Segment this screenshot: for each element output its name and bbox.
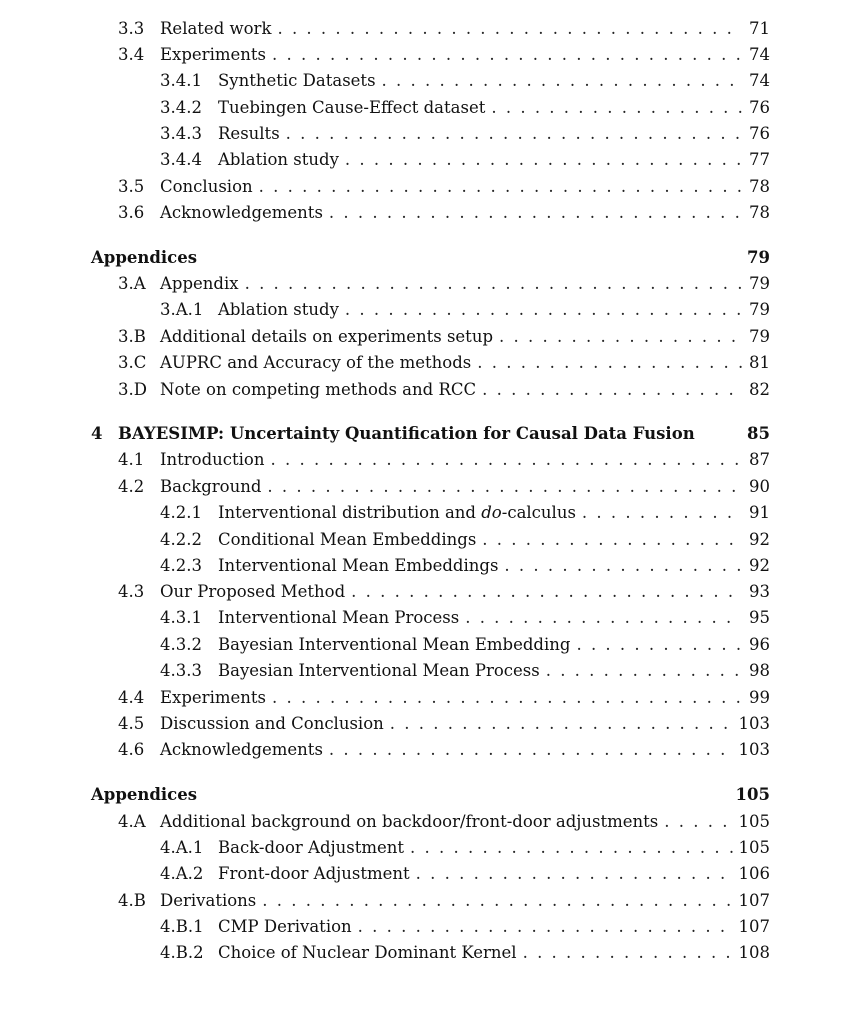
- toc-entry[interactable]: [118, 891, 770, 910]
- entry-title: Introduction: [160, 450, 265, 469]
- toc-entry[interactable]: [160, 943, 770, 962]
- entry-page: 79: [747, 248, 770, 267]
- entry-title: Note on competing methods and RCC: [160, 380, 477, 399]
- entry-number: 3.A: [118, 274, 146, 293]
- toc-entry[interactable]: [118, 740, 770, 759]
- entry-page: 79: [749, 300, 770, 319]
- entry-page: 105: [738, 838, 770, 857]
- dot-leader: [491, 98, 742, 117]
- toc-entry[interactable]: [118, 714, 770, 733]
- entry-page: 96: [749, 635, 770, 654]
- entry-page: 77: [749, 150, 770, 169]
- toc-entry[interactable]: [160, 661, 770, 680]
- dot-leader: [504, 556, 742, 575]
- dot-leader: [245, 274, 742, 293]
- entry-title: Appendices: [91, 248, 198, 267]
- toc-entry[interactable]: [118, 177, 770, 196]
- entry-page: 78: [749, 177, 770, 196]
- entry-number: 4.3: [118, 582, 145, 601]
- entry-title: Bayesian Interventional Mean Embedding: [218, 635, 571, 654]
- dot-leader: [482, 530, 742, 549]
- entry-page: 108: [738, 943, 770, 962]
- entry-page: 85: [747, 424, 770, 443]
- entry-page: 93: [749, 582, 770, 601]
- toc-entry[interactable]: [160, 530, 770, 549]
- entry-page: 74: [749, 71, 770, 90]
- entry-number: 3.6: [118, 203, 145, 222]
- dot-leader: [267, 477, 742, 496]
- dot-leader: [259, 177, 742, 196]
- toc-entry[interactable]: [118, 812, 770, 831]
- toc-entry[interactable]: [118, 203, 770, 222]
- entry-title: Experiments: [160, 688, 266, 707]
- entry-title: Choice of Nuclear Dominant Kernel: [218, 943, 517, 962]
- dot-leader: [345, 300, 742, 319]
- dot-leader: [271, 450, 743, 469]
- entry-title: Appendices: [91, 785, 198, 804]
- entry-page: 71: [749, 19, 770, 38]
- toc-entry[interactable]: [118, 450, 770, 469]
- dot-leader: [358, 917, 733, 936]
- entry-number: 3.4.1: [160, 71, 202, 90]
- dot-leader: [477, 353, 742, 372]
- toc-entry[interactable]: [160, 150, 770, 169]
- entry-number: 3.C: [118, 353, 147, 372]
- entry-number: 4.A: [118, 812, 146, 831]
- toc-entry[interactable]: [118, 45, 770, 64]
- entry-title: Back-door Adjustment: [218, 838, 405, 857]
- entry-number: 3.D: [118, 380, 147, 399]
- entry-title: Derivations: [160, 891, 257, 910]
- dot-leader: [345, 150, 742, 169]
- dot-leader: [329, 740, 733, 759]
- entry-page: 105: [735, 785, 770, 804]
- entry-title: Experiments: [160, 45, 266, 64]
- entry-title: Discussion and Conclusion: [160, 714, 384, 733]
- dot-leader: [523, 943, 733, 962]
- entry-page: 92: [749, 556, 770, 575]
- entry-page: 79: [749, 327, 770, 346]
- entry-page: 82: [749, 380, 770, 399]
- entry-page: 76: [749, 98, 770, 117]
- toc-entry[interactable]: [160, 917, 770, 936]
- entry-title: Background: [160, 477, 262, 496]
- entry-title: Results: [218, 124, 280, 143]
- entry-title: Conditional Mean Embeddings: [218, 530, 477, 549]
- dot-leader: [277, 19, 742, 38]
- entry-title: Our Proposed Method: [160, 582, 346, 601]
- toc-appendices-heading[interactable]: [91, 785, 770, 804]
- toc-chapter-heading[interactable]: [91, 424, 770, 443]
- entry-title: Additional details on experiments setup: [160, 327, 494, 346]
- toc-entry[interactable]: [118, 477, 770, 496]
- entry-number: 3.4.2: [160, 98, 202, 117]
- dot-leader: [582, 503, 742, 522]
- entry-title: Front-door Adjustment: [218, 864, 410, 883]
- entry-number: 4.1: [118, 450, 145, 469]
- entry-number: 3.3: [118, 19, 145, 38]
- entry-title: Synthetic Datasets: [218, 71, 376, 90]
- entry-number: 4.2.1: [160, 503, 202, 522]
- entry-number: 3.B: [118, 327, 146, 346]
- entry-page: 99: [749, 688, 770, 707]
- entry-title: Bayesian Interventional Mean Process: [218, 661, 540, 680]
- dot-leader: [482, 380, 742, 399]
- toc-entry[interactable]: [118, 582, 770, 601]
- toc-entry[interactable]: [118, 274, 770, 293]
- toc-entry[interactable]: [160, 556, 770, 575]
- dot-leader: [382, 71, 742, 90]
- entry-number: 4.B: [118, 891, 146, 910]
- entry-title: Tuebingen Cause-Effect dataset: [218, 98, 486, 117]
- dot-leader: [329, 203, 742, 222]
- dot-leader: [546, 661, 742, 680]
- entry-title: Ablation study: [218, 300, 339, 319]
- entry-title: Additional background on backdoor/front-door adjustments: [160, 812, 659, 831]
- entry-page: 91: [749, 503, 770, 522]
- entry-page: 103: [738, 714, 770, 733]
- dot-leader: [262, 891, 732, 910]
- entry-number: 4.2: [118, 477, 145, 496]
- entry-number: 4.B.1: [160, 917, 204, 936]
- entry-number: 4.3.3: [160, 661, 202, 680]
- entry-page: 106: [738, 864, 770, 883]
- entry-title: Related work: [160, 19, 272, 38]
- entry-number: 3.5: [118, 177, 145, 196]
- entry-title: Appendix: [160, 274, 239, 293]
- entry-number: 4.5: [118, 714, 145, 733]
- entry-page: 74: [749, 45, 770, 64]
- entry-number: 3.A.1: [160, 300, 204, 319]
- toc-entry[interactable]: [160, 608, 770, 627]
- entry-number: 4.2.3: [160, 556, 202, 575]
- entry-page: 79: [749, 274, 770, 293]
- toc-entry[interactable]: [160, 635, 770, 654]
- entry-page: 103: [738, 740, 770, 759]
- entry-page: 95: [749, 608, 770, 627]
- dot-leader: [576, 635, 742, 654]
- entry-page: 76: [749, 124, 770, 143]
- dot-leader: [416, 864, 733, 883]
- entry-number: 3.4: [118, 45, 145, 64]
- entry-number: 3.4.3: [160, 124, 202, 143]
- entry-number: 4.A.1: [160, 838, 204, 857]
- entry-page: 87: [749, 450, 770, 469]
- entry-title: Acknowledgements: [160, 203, 323, 222]
- dot-leader: [499, 327, 742, 346]
- entry-number: 4.B.2: [160, 943, 204, 962]
- dot-leader: [272, 45, 742, 64]
- dot-leader: [272, 688, 742, 707]
- toc-entry[interactable]: [160, 838, 770, 857]
- dot-leader: [664, 812, 732, 831]
- entry-title: Interventional Mean Embeddings: [218, 556, 499, 575]
- toc-entry[interactable]: [160, 503, 770, 522]
- toc-entry[interactable]: [160, 124, 770, 143]
- toc-entry[interactable]: [160, 71, 770, 90]
- entry-title: BAYESIMP: Uncertainty Quantification for Causal Data Fusion: [118, 424, 695, 443]
- entry-page: 98: [749, 661, 770, 680]
- entry-page: 81: [749, 353, 770, 372]
- toc-entry[interactable]: [160, 300, 770, 319]
- toc-entry[interactable]: [118, 353, 770, 372]
- entry-page: 78: [749, 203, 770, 222]
- entry-number: 4.4: [118, 688, 145, 707]
- entry-page: 105: [738, 812, 770, 831]
- dot-leader: [390, 714, 733, 733]
- toc-entry[interactable]: [118, 688, 770, 707]
- entry-page: 90: [749, 477, 770, 496]
- entry-number: 4.A.2: [160, 864, 204, 883]
- entry-number: 4.3.2: [160, 635, 202, 654]
- entry-number: 4.6: [118, 740, 145, 759]
- entry-number: 3.4.4: [160, 150, 202, 169]
- toc-entry[interactable]: [118, 19, 770, 38]
- entry-title: AUPRC and Accuracy of the methods: [160, 353, 472, 372]
- entry-number: 4.3.1: [160, 608, 202, 627]
- entry-title: Ablation study: [218, 150, 339, 169]
- entry-page: 92: [749, 530, 770, 549]
- entry-page: 107: [738, 891, 770, 910]
- entry-number: 4: [91, 424, 103, 443]
- dot-leader: [351, 582, 742, 601]
- dot-leader: [465, 608, 742, 627]
- toc-entry[interactable]: [118, 327, 770, 346]
- entry-title: Interventional Mean Process: [218, 608, 460, 627]
- entry-number: 4.2.2: [160, 530, 202, 549]
- entry-title: Acknowledgements: [160, 740, 323, 759]
- entry-title: Interventional distribution and do-calculus: [218, 503, 576, 522]
- toc-entry[interactable]: [160, 864, 770, 883]
- entry-title: CMP Derivation: [218, 917, 352, 936]
- toc-appendices-heading[interactable]: [91, 248, 770, 267]
- toc-entry[interactable]: [160, 98, 770, 117]
- toc-entry[interactable]: [118, 380, 770, 399]
- dot-leader: [286, 124, 742, 143]
- entry-page: 107: [738, 917, 770, 936]
- entry-title: Conclusion: [160, 177, 253, 196]
- dot-leader: [410, 838, 732, 857]
